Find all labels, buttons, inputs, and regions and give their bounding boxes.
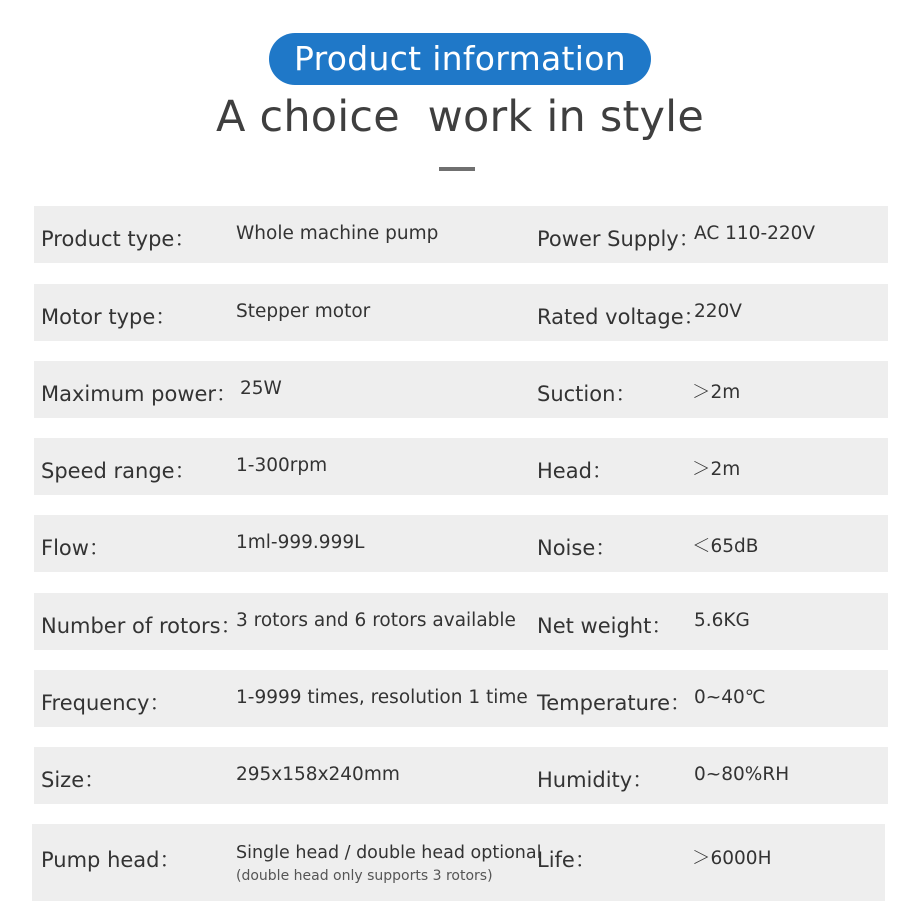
spec-value: 0~40℃ [694,687,766,708]
title-divider [439,167,475,171]
spec-label: Flow： [41,536,110,560]
spec-row-frequency [34,670,888,727]
spec-label: Motor type： [41,305,177,329]
spec-value: Single head / double head optional [236,843,542,863]
spec-label: Product type： [41,227,196,251]
spec-label: Size： [41,768,106,792]
spec-row-speed-range [34,438,888,495]
spec-label: Noise： [537,536,617,560]
spec-label: Maximum power： [41,382,238,406]
spec-label: Power Supply： [537,227,700,251]
spec-label: Temperature： [537,691,692,715]
spec-row-maximum-power [34,361,888,418]
spec-label: Number of rotors： [41,614,242,638]
spec-value: AC 110-220V [694,223,816,244]
spec-value: 220V [694,301,742,322]
spec-value: 3 rotors and 6 rotors available [236,610,516,631]
spec-value: ＞2m [692,382,741,403]
spec-label: Speed range： [41,459,196,483]
spec-label: Net weight： [537,614,673,638]
spec-label: Humidity： [537,768,654,792]
spec-value: 0~80%RH [694,764,790,785]
spec-row-number-of-rotors [34,593,888,650]
spec-value: ＞2m [692,459,741,480]
spec-label: Life： [537,848,596,872]
spec-row-flow [34,515,888,572]
spec-label: Frequency： [41,691,171,715]
spec-row-product-type [34,206,888,263]
spec-value: Stepper motor [236,301,371,322]
spec-value: 1-9999 times, resolution 1 time [236,687,528,708]
spec-value: 1ml-999.999L [236,532,365,553]
spec-value: Whole machine pump [236,223,439,244]
page-headline: A choice work in style [216,92,704,142]
section-badge: Product information [269,33,651,85]
spec-label: Pump head： [41,848,181,872]
spec-row-pump-head [32,824,885,901]
spec-row-motor-type [34,284,888,341]
spec-value: 5.6KG [694,610,750,631]
spec-label: Head： [537,459,613,483]
spec-row-size [34,747,888,804]
spec-label: Rated voltage： [537,305,705,329]
spec-value: 295x158x240mm [236,764,400,785]
spec-value-note: (double head only supports 3 rotors) [236,868,493,884]
spec-value: ＞6000H [692,848,772,869]
spec-label: Suction： [537,382,637,406]
spec-value: ＜65dB [692,536,759,557]
spec-value: 1-300rpm [236,455,328,476]
spec-value: 25W [240,378,282,399]
